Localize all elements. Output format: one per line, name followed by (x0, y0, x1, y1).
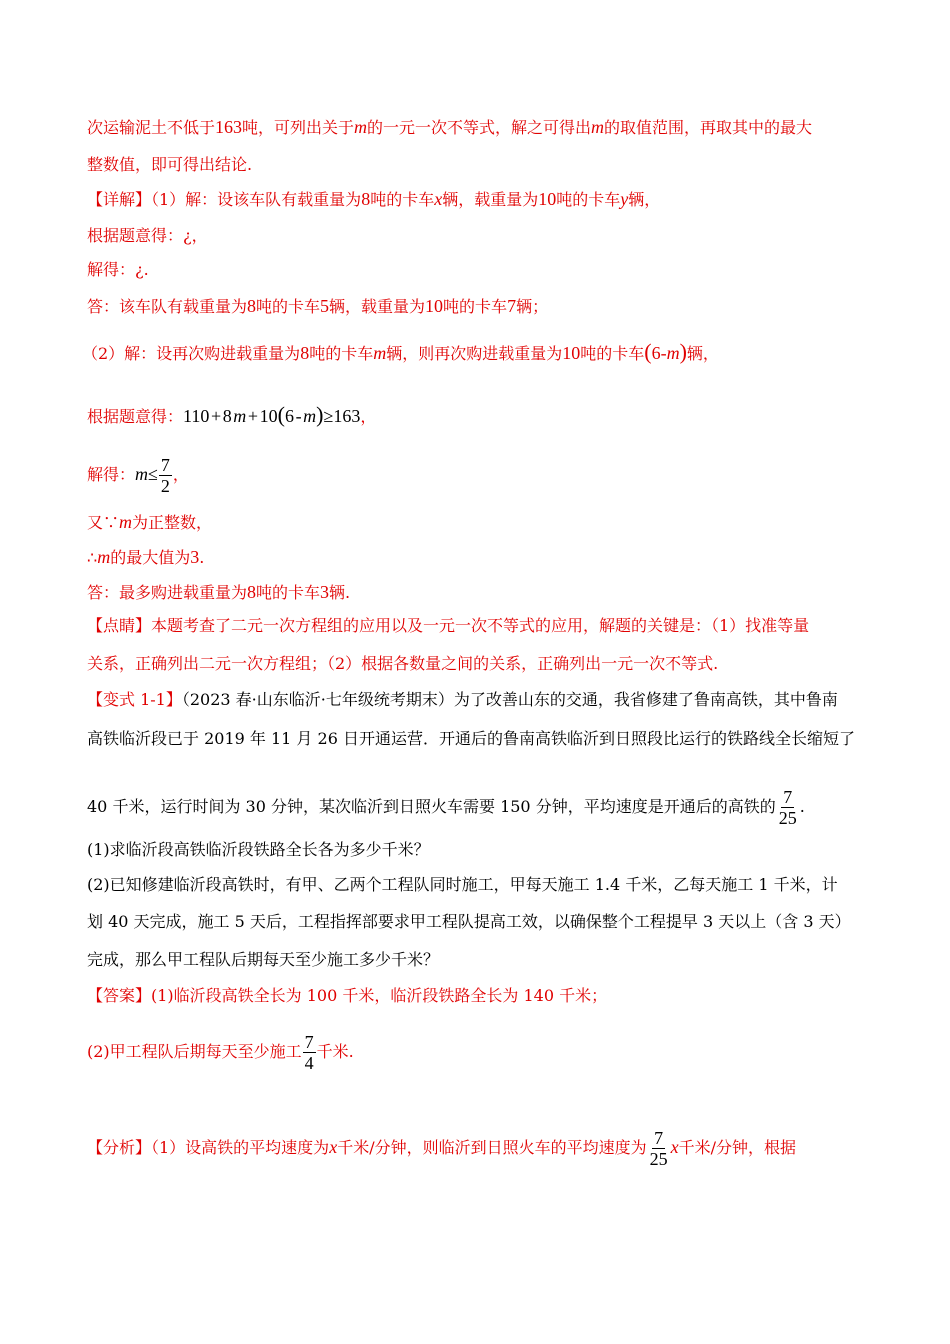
text-line (87, 787, 805, 828)
variable: m (97, 547, 111, 567)
denominator: 25 (778, 808, 797, 828)
fraction (159, 455, 172, 496)
variable: m (135, 464, 149, 484)
denominator: 25 (649, 1149, 668, 1169)
text-run: (2)甲工程队后期每天至少施工 (87, 1042, 302, 1061)
text-run: 【详解】（1）解：设该车队有载重量为 (87, 190, 362, 209)
text-line: 关系，正确列出二元一次方程组；（2）根据各数量之间的关系，正确列出一元一次不等式. (87, 654, 719, 673)
text-run: 的最大值为 (110, 548, 191, 567)
variable: y (620, 189, 629, 209)
text-run: 吨的卡车 (556, 190, 621, 209)
text-run: ， (172, 465, 189, 484)
numerator: 7 (304, 1032, 314, 1052)
text-run: ， (360, 407, 377, 426)
paren: ( (644, 339, 652, 364)
text-line (87, 115, 812, 140)
number: 8 (222, 406, 232, 426)
text-run: 千米/分钟，则临沂到日照火车的平均速度为 (337, 1138, 647, 1157)
text-run: 辆. (329, 583, 351, 602)
variable: m (591, 117, 605, 137)
text-line (87, 545, 204, 570)
text-run: . (199, 548, 205, 567)
number: 8 (361, 189, 371, 209)
section-label: 【变式 1-1】 (87, 690, 182, 709)
text-run: 又∵ (87, 513, 120, 532)
number: 6 (651, 343, 661, 363)
fraction (303, 1032, 316, 1073)
number: 7 (507, 296, 517, 316)
text-line: 【答案】(1)临沂段高铁全长为 100 千米，临沂段铁路全长为 140 千米； (87, 986, 608, 1005)
text-run: ∴ (87, 548, 98, 567)
text-run: 答：该车队有载重量为 (87, 297, 248, 316)
numerator: 7 (783, 787, 793, 807)
text-line: 整数值，即可得出结论. (87, 155, 253, 174)
variable: x (329, 1137, 338, 1157)
paren: ) (679, 339, 687, 364)
text-line: (2)已知修建临沂段高铁时，有甲、乙两个工程队同时施工，甲每天施工 1.4 千米，乙每天施工 1 千米，计 (87, 875, 838, 894)
text-line (87, 580, 350, 605)
text-run: 吨，可列出关于 (242, 118, 355, 137)
number: 110 (183, 406, 210, 426)
text-line: 根据题意得：¿， (87, 226, 208, 245)
text-line: 高铁临沂段已于 2019 年 11 月 26 日开通运营．开通后的鲁南高铁临沂到日照段比运行的铁路线全长缩短了 (87, 729, 855, 748)
text-run: 辆， (628, 190, 661, 209)
number: 3 (320, 582, 330, 602)
text-line (87, 1128, 796, 1169)
operator: + (247, 406, 259, 426)
text-run: 的一元一次不等式，解之可得出 (367, 118, 592, 137)
text-line (87, 688, 838, 712)
number: 8 (300, 343, 310, 363)
number: 10 (562, 343, 581, 363)
operator: ≤ (148, 464, 158, 484)
text-run: 辆，载重量为 (442, 190, 539, 209)
variable: m (233, 406, 247, 426)
text-run: 千米. (316, 1042, 354, 1061)
text-run: . (799, 797, 805, 816)
variable: m (354, 117, 368, 137)
text-run: 【分析】（1）设高铁的平均速度为 (87, 1138, 330, 1157)
text-run: 为正整数， (132, 513, 213, 532)
text-line: 【点睛】本题考查了二元一次方程组的应用以及一元一次不等式的应用，解题的关键是：（1）找准等量 (87, 616, 810, 635)
number: 10 (259, 406, 278, 426)
text-run: 吨的卡车 (370, 190, 435, 209)
text-line (87, 455, 189, 496)
text-run: 辆， (686, 344, 719, 363)
variable: m (666, 343, 680, 363)
number: 163 (215, 117, 243, 137)
text-run: 辆； (516, 297, 549, 316)
text-run: 解得： (87, 465, 136, 484)
text-run: 吨的卡车 (309, 344, 374, 363)
number: 10 (425, 296, 444, 316)
text-run: （2）解：设再次购进载重量为 (82, 344, 301, 363)
variable: m (119, 512, 133, 532)
text-line (87, 510, 212, 535)
text-run: 吨的卡车 (256, 583, 321, 602)
variable: x (434, 189, 443, 209)
text-run: 40 千米，运行时间为 30 分钟，某次临沂到日照火车需要 150 分钟，平均速度是开通后的高铁的 (87, 797, 776, 816)
operator: + (210, 406, 222, 426)
operator: - (295, 406, 302, 426)
text-line: 完成，那么甲工程队后期每天至少施工多少千米？ (87, 950, 440, 969)
text-run: 吨的卡车 (580, 344, 645, 363)
text-run: 吨的卡车 (443, 297, 508, 316)
fraction (648, 1128, 670, 1169)
text-run: 答：最多购进载重量为 (87, 583, 248, 602)
denominator: 4 (304, 1053, 314, 1073)
number: 163 (333, 406, 361, 426)
text-run: 吨的卡车 (256, 297, 321, 316)
operator: ≥ (323, 406, 334, 426)
text-line (87, 294, 548, 319)
text-run: 千米/分钟，根据 (678, 1138, 796, 1157)
number: 3 (190, 547, 200, 567)
denominator: 2 (160, 476, 170, 496)
text-run: 根据题意得： (87, 407, 184, 426)
numerator: 7 (160, 455, 170, 475)
text-run: 次运输泥土不低于 (87, 118, 216, 137)
text-line (82, 340, 719, 366)
text-run: 的取值范围，再取其中的最大 (604, 118, 813, 137)
text-run: 辆，载重量为 (329, 297, 426, 316)
text-line: (1)求临沂段高铁临沂段铁路全长各为多少千米？ (87, 840, 430, 859)
text-run: （2023 春·山东临沂·七年级统考期末）为了改善山东的交通，我省修建了鲁南高铁，其中鲁南 (181, 690, 838, 709)
number: 10 (538, 189, 557, 209)
number: 8 (247, 582, 257, 602)
variable: m (303, 406, 317, 426)
text-line (87, 187, 660, 212)
operator: - (660, 343, 667, 363)
variable: m (373, 343, 387, 363)
inequality (183, 402, 361, 427)
number: 8 (247, 296, 257, 316)
text-line (87, 403, 376, 429)
text-line: 划 40 天完成，施工 5 天后，工程指挥部要求甲工程队提高工效，以确保整个工程提早 3 天以上（含 3 天） (87, 912, 851, 931)
number: 6 (284, 406, 294, 426)
number: 5 (320, 296, 330, 316)
text-line: 解得：¿. (87, 260, 149, 279)
inequality (135, 455, 173, 496)
text-line (87, 1032, 354, 1073)
variable: x (670, 1137, 679, 1157)
text-run: 辆，则再次购进载重量为 (386, 344, 563, 363)
paren: ( (277, 402, 285, 427)
numerator: 7 (654, 1128, 664, 1148)
paren: ) (316, 402, 324, 427)
fraction (777, 787, 799, 828)
